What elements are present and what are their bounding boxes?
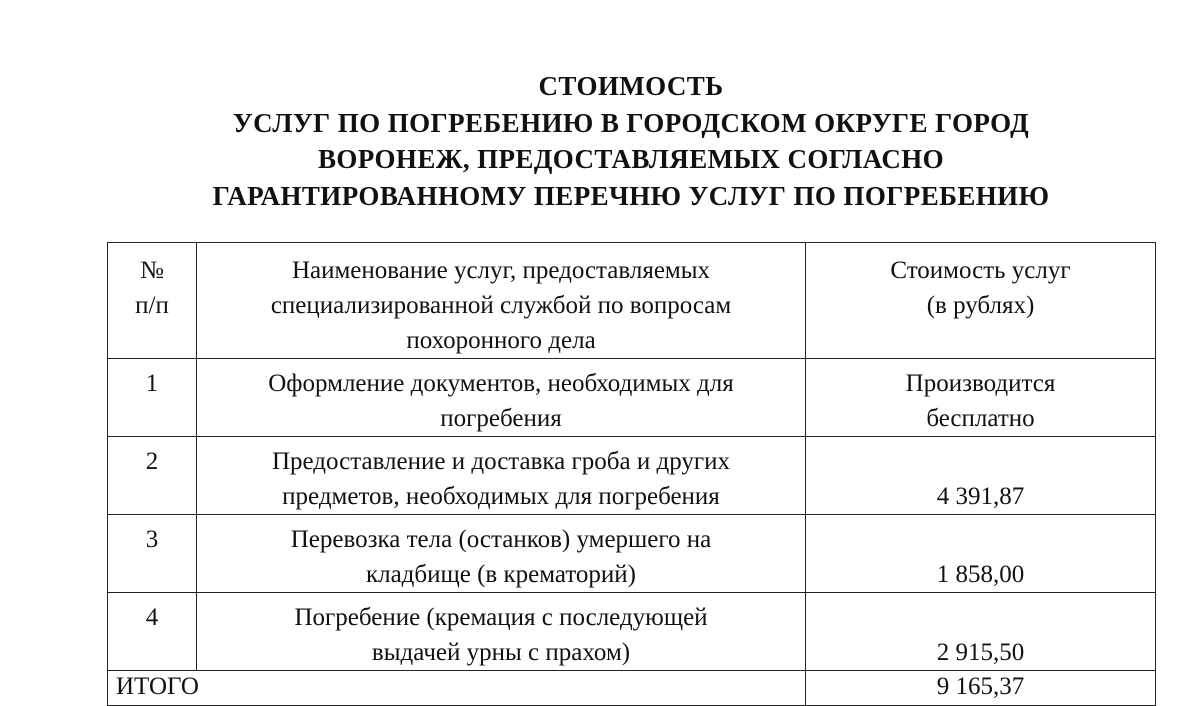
cost-line-1: Производится [905, 370, 1056, 397]
table-row [108, 359, 1156, 437]
row-number: 3 [145, 526, 159, 553]
table-row [108, 437, 1156, 515]
header-name-line-1: Наименование услуг, предоставляемых [291, 257, 711, 284]
table-header-row [108, 243, 1156, 359]
title-line-4: ГАРАНТИРОВАННОМУ ПЕРЕЧНЮ УСЛУГ ПО ПОГРЕБЕНИЮ [212, 180, 1050, 211]
service-name-line-2: погребения [440, 405, 562, 432]
title-line-1: СТОИМОСТЬ [538, 71, 724, 101]
total-value-cell [806, 671, 1156, 706]
row-cost-cell [806, 437, 1156, 515]
row-number-cell [108, 593, 197, 671]
header-cell-number [108, 243, 197, 359]
header-number-line-2: п/п [135, 292, 169, 319]
table-total-row [108, 671, 1156, 706]
service-name-line-1: Предоставление и доставка гроба и других [271, 448, 731, 475]
row-service-cell [197, 515, 806, 593]
row-number-cell [108, 437, 197, 515]
header-cell-service-name [197, 243, 806, 359]
row-service-cell [197, 359, 806, 437]
header-name-line-2: специализированной службой по вопросам [270, 292, 732, 319]
row-number: 1 [145, 370, 159, 397]
service-name-line-1: Погребение (кремация с последующей [294, 604, 708, 631]
total-label: ИТОГО [116, 673, 199, 700]
header-cost-line-1: Стоимость услуг [890, 257, 1071, 284]
row-cost-cell [806, 593, 1156, 671]
service-name-line-1: Оформление документов, необходимых для [268, 370, 734, 397]
cost-value: 2 915,50 [936, 639, 1025, 666]
title-line-3: ВОРОНЕЖ, ПРЕДОСТАВЛЯЕМЫХ СОГЛАСНО [317, 144, 945, 174]
row-service-cell [197, 437, 806, 515]
table-row [108, 593, 1156, 671]
service-name-line-1: Перевозка тела (останков) умершего на [290, 526, 712, 553]
table-row [108, 515, 1156, 593]
header-cost-line-2: (в рублях) [926, 292, 1035, 319]
row-number: 4 [145, 604, 159, 631]
row-number: 2 [145, 448, 159, 475]
cost-value: 4 391,87 [936, 483, 1025, 510]
row-number-cell [108, 359, 197, 437]
cost-line-2: бесплатно [926, 405, 1035, 432]
row-cost-cell [806, 515, 1156, 593]
row-service-cell [197, 593, 806, 671]
service-name-line-2: кладбище (в крематорий) [365, 561, 637, 588]
header-number-line-1: № [140, 257, 164, 284]
cost-value: 1 858,00 [936, 561, 1025, 588]
service-name-line-2: предметов, необходимых для погребения [282, 483, 720, 510]
row-number-cell [108, 515, 197, 593]
total-label-cell [108, 671, 806, 706]
title-line-2: УСЛУГ ПО ПОГРЕБЕНИЮ В ГОРОДСКОМ ОКРУГЕ ГОРОД [232, 107, 1030, 138]
document-title [0, 68, 1200, 214]
total-value: 9 165,37 [936, 673, 1025, 700]
header-cell-cost [806, 243, 1156, 359]
header-name-line-3: похоронного дела [406, 327, 596, 354]
service-name-line-2: выдачей урны с прахом) [371, 639, 631, 666]
row-cost-cell [806, 359, 1156, 437]
services-price-table [107, 242, 1156, 706]
